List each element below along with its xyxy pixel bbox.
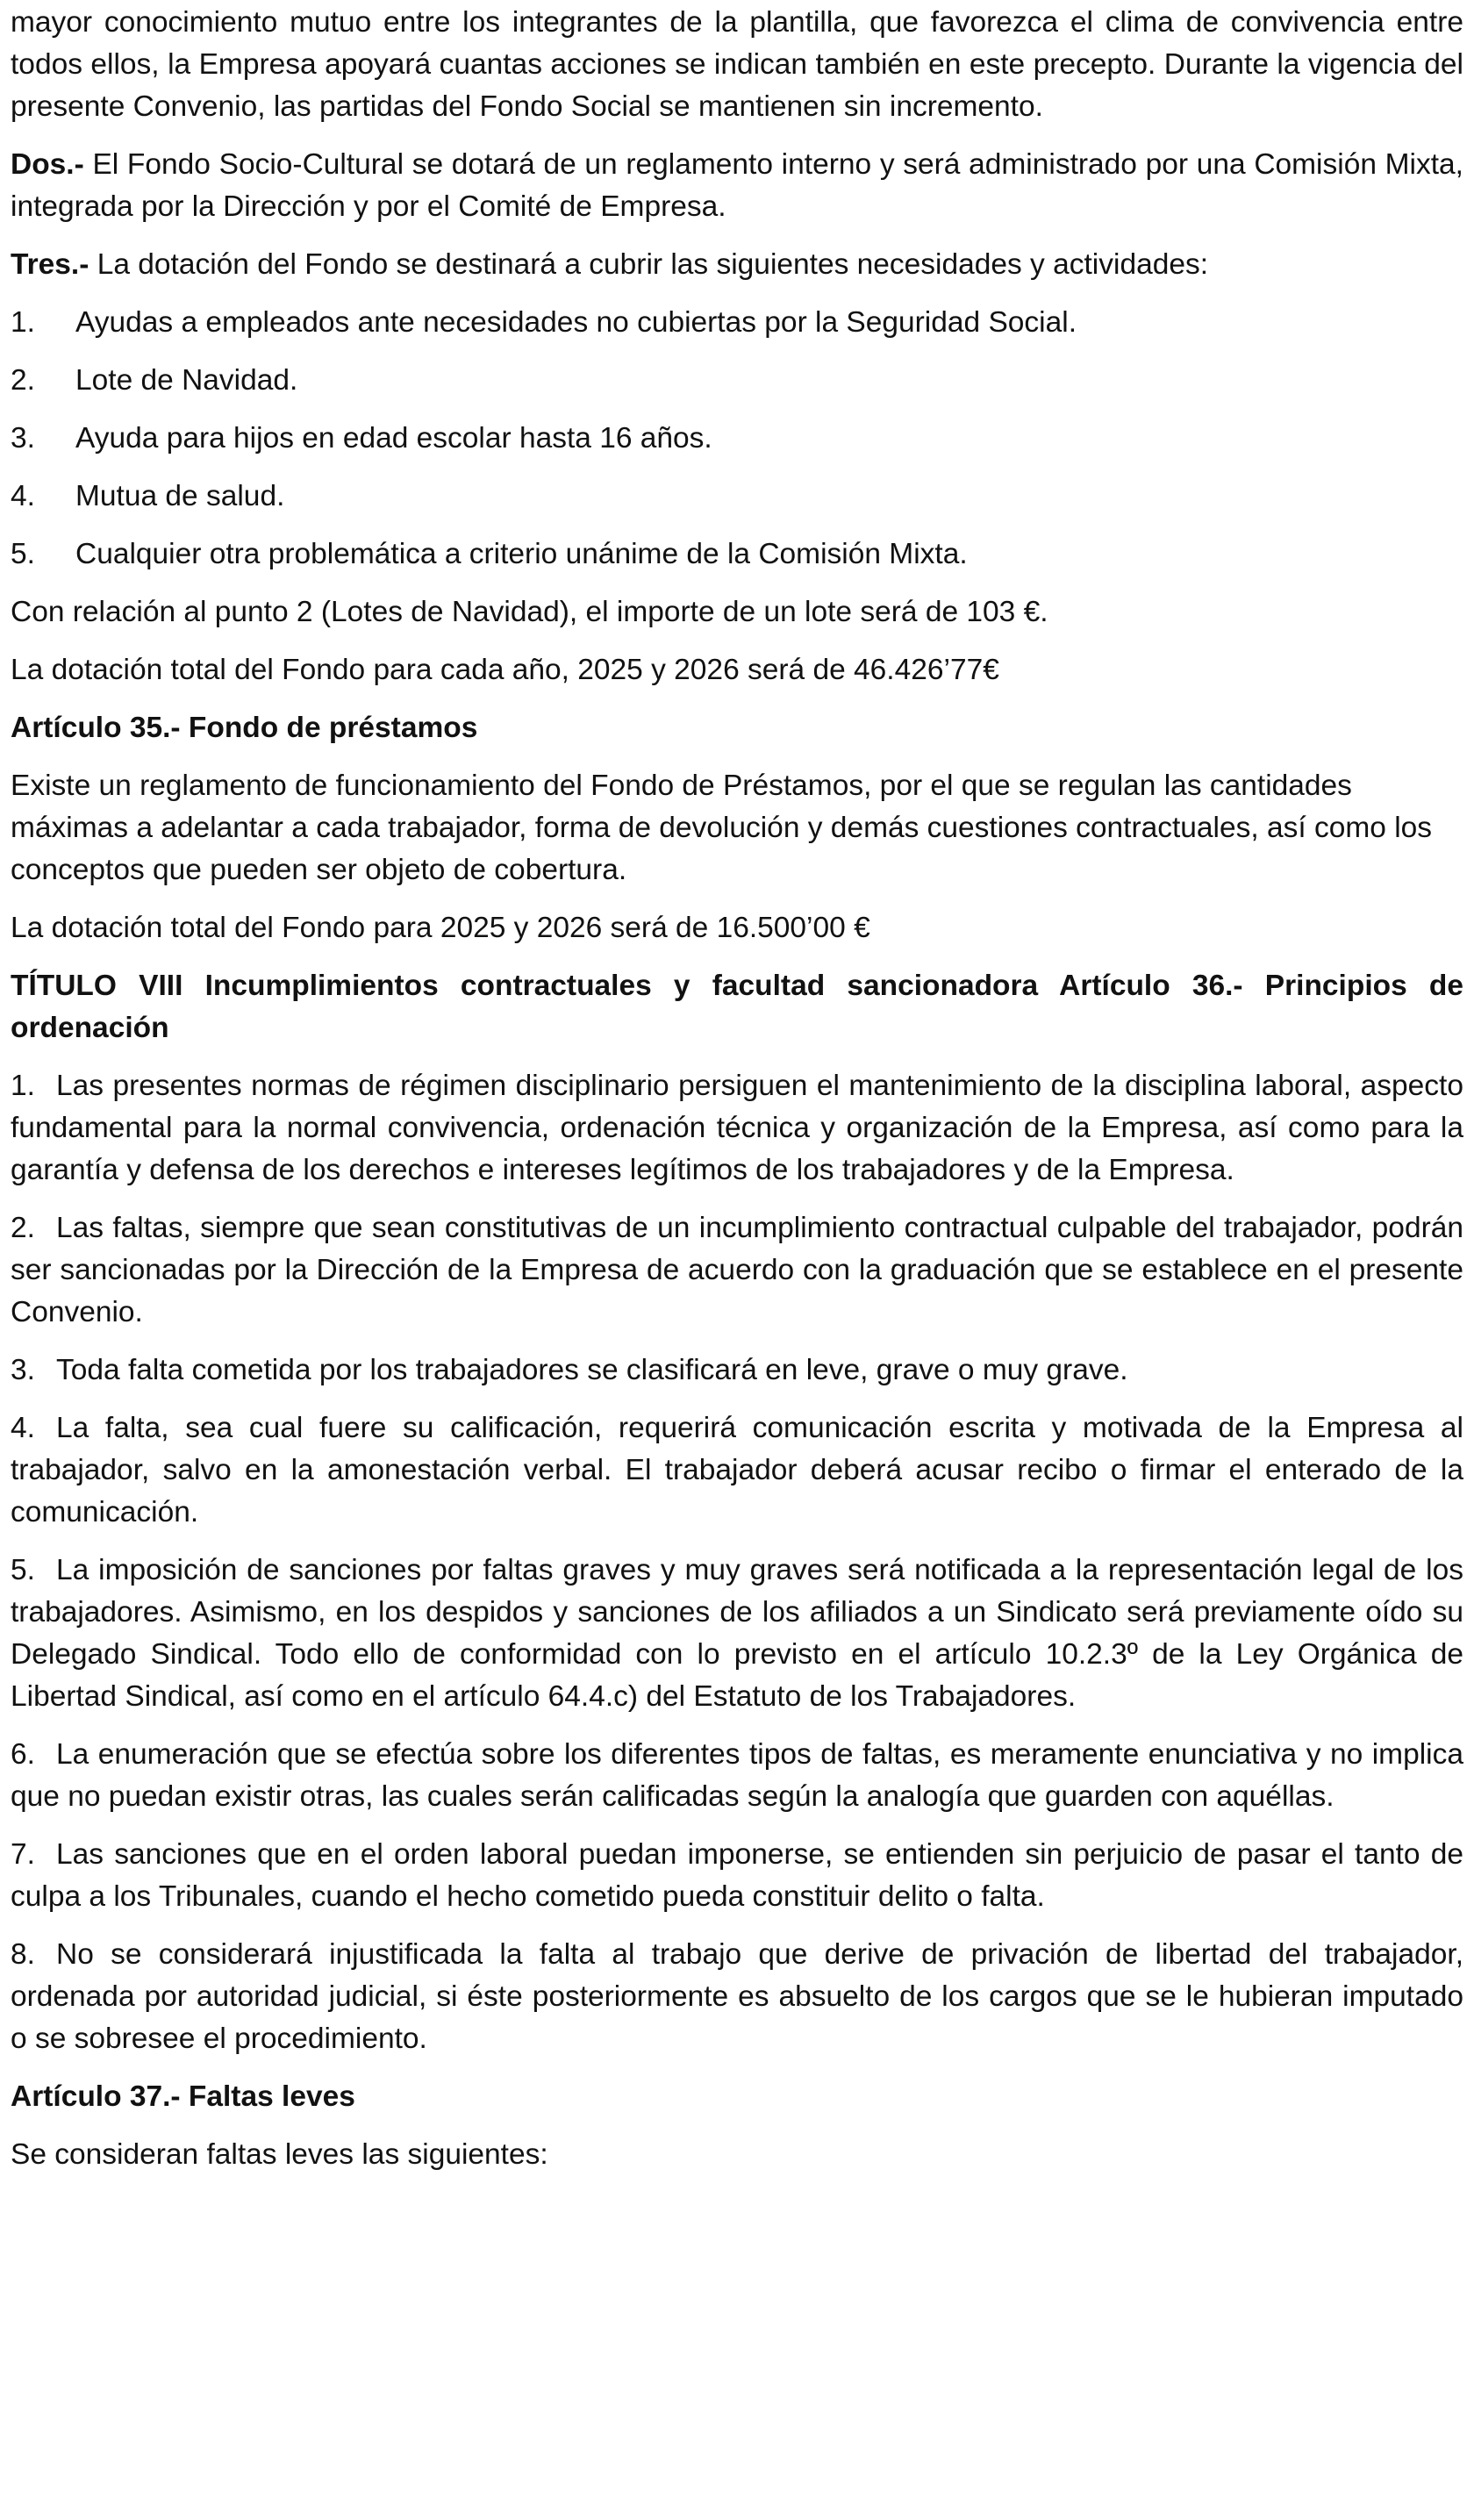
need-text: Cualquier otra problemática a criterio unánime de la Comisión Mixta. [75,538,968,570]
need-item [11,533,1463,576]
need-item [11,360,1463,402]
need-number: 4. [11,480,35,512]
principle-number: 6. [11,1738,35,1771]
principle-number: 7. [11,1838,35,1871]
need-number: 5. [11,538,35,570]
principle-number: 5. [11,1554,35,1586]
principle-text: La enumeración que se efectúa sobre los diferentes tipos de faltas, es meramente enunciativa y no implica que no puedan existir otras, las cuales serán calificadas según la analogía que guarden con aquéllas. [11,1738,1463,1813]
need-text: Ayuda para hijos en edad escolar hasta 16 años. [75,422,712,455]
need-number: 3. [11,422,35,455]
principle-text: No se considerará injustificada la falta al trabajo que derive de privación de libertad del trabajador, ordenada por autoridad judicial, si éste posteriormente es absuelto de los cargos que se le hubieran imputado o se sobresee el procedimiento. [11,1938,1463,2055]
dos-paragraph [11,144,1463,228]
article-35-dotation: La dotación total del Fondo para 2025 y 2026 será de 16.500’00 € [11,912,870,944]
principle-paragraph [11,1734,1463,1818]
principle-paragraph [11,1550,1463,1718]
need-number: 2. [11,364,35,397]
document-page [11,0,1463,2192]
article-37-intro: Se consideran faltas leves las siguientes: [11,2138,548,2171]
principle-paragraph [11,1207,1463,1334]
principle-number: 1. [11,1070,35,1102]
tres-text: La dotación del Fondo se destinará a cubrir las siguientes necesidades y actividades: [89,248,1209,281]
principle-number: 3. [11,1354,35,1386]
principle-number: 8. [11,1938,35,1971]
need-text: Mutua de salud. [75,480,285,512]
lote-note: Con relación al punto 2 (Lotes de Navidad), el importe de un lote será de 103 €. [11,596,1048,628]
principle-text: Las presentes normas de régimen disciplinario persiguen el mantenimiento de la disciplina laboral, aspecto fundamental para la normal convivencia, ordenación técnica y organización de la Empresa, así como para la garantía y defensa de los derechos e intereses legítimos de los trabajadores y de la Empresa. [11,1070,1463,1186]
principle-text: La imposición de sanciones por faltas graves y muy graves será notificada a la representación legal de los trabajadores. Asimismo, en los despidos y sanciones de los afiliados a un Sindicato será previamente oído su Delegado Sindical. Todo ello de conformidad con lo previsto en el artículo 10.2.3º de la Ley Orgánica de Libertad Sindical, así como en el artículo 64.4.c) del Estatuto de los Trabajadores. [11,1554,1463,1713]
principle-paragraph [11,1065,1463,1192]
principle-number: 4. [11,1412,35,1444]
tres-paragraph [11,244,1463,286]
principle-paragraph [11,1934,1463,2060]
dos-label: Dos.- [11,148,84,181]
need-text: Ayudas a empleados ante necesidades no cubiertas por la Seguridad Social. [75,306,1077,339]
principle-text: La falta, sea cual fuere su calificación, requerirá comunicación escrita y motivada de la Empresa al trabajador, salvo en la amonestación verbal. El trabajador deberá acusar recibo o firmar el enterado de la comunicación. [11,1412,1463,1528]
dos-text: El Fondo Socio-Cultural se dotará de un reglamento interno y será administrado por una Comisión Mixta, integrada por la Dirección y por el Comité de Empresa. [11,148,1463,223]
principle-text: Toda falta cometida por los trabajadores se clasificará en leve, grave o muy grave. [56,1354,1128,1386]
title-8-heading: TÍTULO VIII Incumplimientos contractuales y facultad sancionadora Artículo 36.- Principios de ordenación [11,970,1463,1044]
principle-text: Las faltas, siempre que sean constitutivas de un incumplimiento contractual culpable del trabajador, podrán ser sancionadas por la Dirección de la Empresa de acuerdo con la graduación que se establece en el presente Convenio. [11,1212,1463,1328]
principle-text: Las sanciones que en el orden laboral puedan imponerse, se entienden sin perjuicio de pasar el tanto de culpa a los Tribunales, cuando el hecho cometido pueda constituir delito o falta. [11,1838,1463,1913]
fondo-total: La dotación total del Fondo para cada año, 2025 y 2026 será de 46.426’77€ [11,654,999,686]
tres-label: Tres.- [11,248,89,281]
principle-paragraph [11,1834,1463,1918]
intro-paragraph: mayor conocimiento mutuo entre los integrantes de la plantilla, que favorezca el clima de convivencia entre todos ellos, la Empresa apoyará cuantas acciones se indican también en este precepto. Durante la vigencia del presente Convenio, las partidas del Fondo Social se mantienen sin incremento. [11,6,1463,123]
article-35-heading: Artículo 35.- Fondo de préstamos [11,712,478,744]
principle-paragraph [11,1349,1463,1392]
principle-paragraph [11,1407,1463,1534]
need-item [11,302,1463,344]
need-text: Lote de Navidad. [75,364,298,397]
need-item [11,476,1463,518]
need-item [11,418,1463,460]
principle-number: 2. [11,1212,35,1244]
article-37-heading: Artículo 37.- Faltas leves [11,2080,355,2113]
article-35-paragraph: Existe un reglamento de funcionamiento del Fondo de Préstamos, por el que se regulan las cantidades máximas a adelantar a cada trabajador, forma de devolución y demás cuestiones contractuales, así como los conceptos que pueden ser objeto de cobertura. [11,770,1433,886]
need-number: 1. [11,306,35,339]
